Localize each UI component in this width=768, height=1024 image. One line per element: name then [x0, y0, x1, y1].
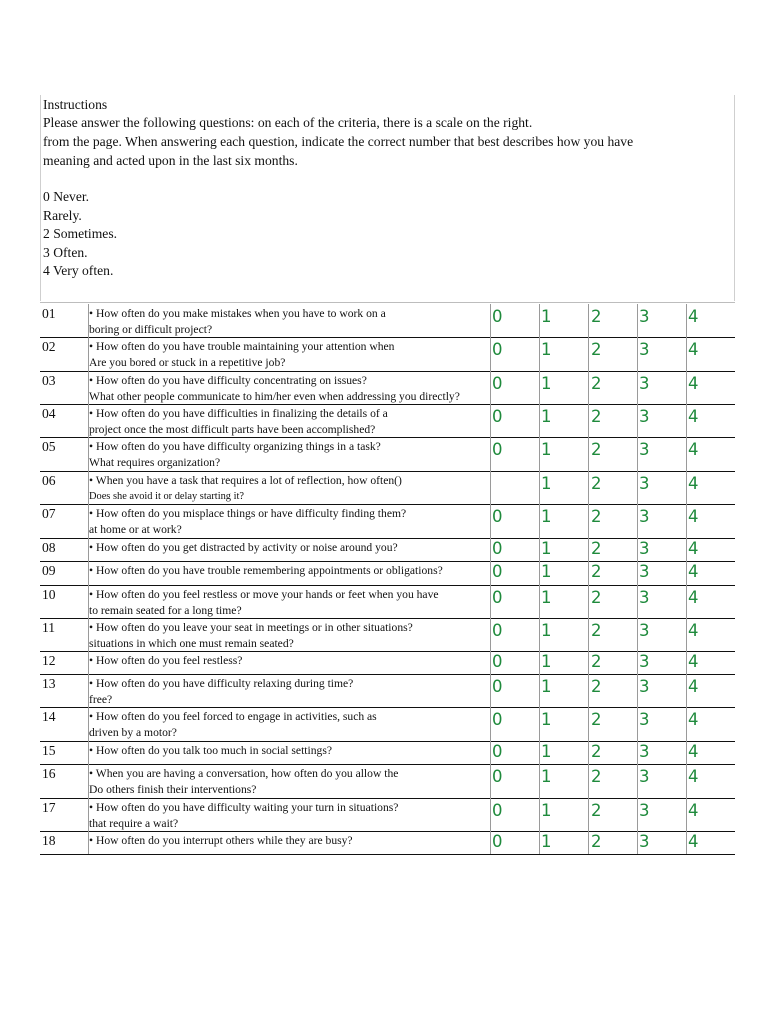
question-text: [89, 743, 489, 759]
scale-option-1[interactable]: 1: [541, 474, 552, 493]
cell-divider: [490, 404, 491, 437]
table-row: [40, 651, 735, 675]
scale-option-2[interactable]: 2: [591, 710, 602, 729]
cell-divider: [490, 707, 491, 741]
table-row: [40, 741, 735, 765]
table-row: [40, 404, 735, 438]
cell-divider: [588, 471, 589, 504]
question-line: project once the most difficult parts have been accomplished?: [89, 422, 376, 436]
question-text: [89, 406, 489, 437]
question-number: 09: [42, 563, 56, 578]
scale-option-0[interactable]: 0: [492, 742, 503, 761]
scale-option-0[interactable]: 0: [492, 440, 503, 459]
question-line: Are you bored or stuck in a repetitive job?: [89, 355, 286, 369]
table-row: [40, 764, 735, 799]
scale-label-8: 3 Often.: [43, 245, 88, 260]
table-row: [40, 561, 735, 586]
scale-option-2[interactable]: 2: [591, 677, 602, 696]
question-number: 06: [42, 473, 56, 488]
instructions-text-3: meaning and acted upon in the last six months.: [43, 153, 298, 168]
cell-divider: [637, 404, 638, 437]
cell-divider: [539, 371, 540, 404]
scale-option-4[interactable]: 4: [688, 767, 699, 786]
scale-option-1[interactable]: 1: [541, 407, 552, 426]
question-line: • How often do you leave your seat in meetings or in other situations?: [89, 621, 413, 634]
scale-option-4[interactable]: 4: [688, 474, 699, 493]
cell-divider: [686, 798, 687, 831]
scale-option-0[interactable]: 0: [492, 562, 503, 581]
scale-option-0[interactable]: 0: [492, 677, 503, 696]
question-number: 07: [42, 506, 56, 521]
scale-option-4[interactable]: 4: [688, 742, 699, 761]
scale-option-2[interactable]: 2: [591, 507, 602, 526]
cell-divider: [686, 707, 687, 741]
cell-divider: [686, 504, 687, 538]
scale-label-7: 2 Sometimes.: [43, 226, 118, 241]
cell-divider: [637, 304, 638, 337]
question-line: free?: [89, 692, 113, 706]
scale-option-1[interactable]: 1: [541, 767, 552, 786]
question-text: [89, 833, 489, 849]
cell-divider: [588, 674, 589, 707]
question-text: [89, 306, 489, 337]
scale-option-3[interactable]: 3: [639, 832, 650, 851]
question-line: • When you have a task that requires a lot of reflection, how often(): [89, 474, 402, 487]
scale-option-0[interactable]: 0: [492, 652, 503, 671]
cell-divider: [539, 618, 540, 651]
scale-option-0[interactable]: 0: [492, 539, 503, 558]
scale-option-2[interactable]: 2: [591, 832, 602, 851]
scale-option-3[interactable]: 3: [639, 742, 650, 761]
cell-divider: [686, 304, 687, 337]
cell-divider: [539, 674, 540, 707]
scale-option-3[interactable]: 3: [639, 767, 650, 786]
scale-option-2[interactable]: 2: [591, 440, 602, 459]
scale-option-1[interactable]: 1: [541, 340, 552, 359]
cell-divider: [686, 741, 687, 764]
instructions-box: [40, 95, 735, 301]
scale-option-2[interactable]: 2: [591, 801, 602, 820]
scale-option-2[interactable]: 2: [591, 767, 602, 786]
question-number: 12: [42, 653, 56, 668]
table-row: [40, 831, 735, 855]
question-text: [89, 563, 489, 579]
scale-option-4[interactable]: 4: [688, 507, 699, 526]
cell-divider: [686, 764, 687, 798]
cell-divider: [539, 707, 540, 741]
scale-option-2[interactable]: 2: [591, 407, 602, 426]
table-row: [40, 798, 735, 832]
scale-option-2[interactable]: 2: [591, 652, 602, 671]
cell-divider: [539, 471, 540, 504]
cell-divider: [637, 831, 638, 854]
cell-divider: [539, 585, 540, 618]
scale-option-1[interactable]: 1: [541, 440, 552, 459]
scale-option-2[interactable]: 2: [591, 307, 602, 326]
scale-option-4[interactable]: 4: [688, 677, 699, 696]
question-number: 01: [42, 306, 56, 321]
scale-option-3[interactable]: 3: [639, 562, 650, 581]
scale-option-4[interactable]: 4: [688, 539, 699, 558]
scale-option-4[interactable]: 4: [688, 652, 699, 671]
scale-option-3[interactable]: 3: [639, 340, 650, 359]
question-text: [89, 540, 489, 556]
question-line: driven by a motor?: [89, 725, 177, 739]
cell-divider: [490, 304, 491, 337]
scale-option-3[interactable]: 3: [639, 507, 650, 526]
scale-option-1[interactable]: 1: [541, 742, 552, 761]
cell-divider: [686, 471, 687, 504]
table-row: [40, 618, 735, 652]
scale-option-4[interactable]: 4: [688, 588, 699, 607]
cell-divider: [686, 561, 687, 585]
scale-option-1[interactable]: 1: [541, 801, 552, 820]
cell-divider: [490, 437, 491, 471]
question-line: • How often do you misplace things or have difficulty finding them?: [89, 507, 407, 520]
scale-option-3[interactable]: 3: [639, 374, 650, 393]
scale-option-0[interactable]: 0: [492, 588, 503, 607]
cell-divider: [686, 674, 687, 707]
scale-option-0[interactable]: 0: [492, 407, 503, 426]
question-line: • How often do you get distracted by activity or noise around you?: [89, 541, 398, 554]
scale-option-0[interactable]: 0: [492, 374, 503, 393]
scale-option-2[interactable]: 2: [591, 588, 602, 607]
scale-option-3[interactable]: 3: [639, 539, 650, 558]
cell-divider: [490, 764, 491, 798]
question-line: that require a wait?: [89, 816, 179, 830]
cell-divider: [588, 404, 589, 437]
question-number: 05: [42, 439, 56, 454]
scale-option-2[interactable]: 2: [591, 539, 602, 558]
scale-option-4[interactable]: 4: [688, 832, 699, 851]
scale-option-3[interactable]: 3: [639, 588, 650, 607]
cell-divider: [490, 504, 491, 538]
scale-option-4[interactable]: 4: [688, 407, 699, 426]
cell-divider: [490, 741, 491, 764]
cell-divider: [539, 304, 540, 337]
scale-option-4[interactable]: 4: [688, 621, 699, 640]
question-line: • How often do you have difficulty concentrating on issues?: [89, 374, 367, 387]
instructions-text-1: Please answer the following questions: on each of the criteria, there is a scale on the right.: [43, 115, 533, 130]
question-number: 13: [42, 676, 56, 691]
question-number: 08: [42, 540, 56, 555]
cell-divider: [637, 741, 638, 764]
question-text: [89, 766, 489, 797]
scale-option-3[interactable]: 3: [639, 652, 650, 671]
cell-divider: [686, 437, 687, 471]
question-number: 15: [42, 743, 56, 758]
scale-option-3[interactable]: 3: [639, 407, 650, 426]
question-line: Do others finish their interventions?: [89, 782, 257, 796]
scale-option-1[interactable]: 1: [541, 621, 552, 640]
cell-divider: [637, 471, 638, 504]
cell-divider: [588, 504, 589, 538]
cell-divider: [539, 538, 540, 561]
cell-divider: [686, 618, 687, 651]
scale-option-1[interactable]: 1: [541, 507, 552, 526]
scale-option-1[interactable]: 1: [541, 652, 552, 671]
scale-option-1[interactable]: 1: [541, 832, 552, 851]
cell-divider: [588, 741, 589, 764]
table-row: [40, 504, 735, 539]
cell-divider: [686, 651, 687, 674]
scale-option-3[interactable]: 3: [639, 474, 650, 493]
scale-option-3[interactable]: 3: [639, 710, 650, 729]
question-line: • How often do you have difficulties in finalizing the details of a: [89, 407, 388, 420]
cell-divider: [490, 561, 491, 585]
cell-divider: [637, 437, 638, 471]
cell-divider: [686, 371, 687, 404]
scale-option-4[interactable]: 4: [688, 562, 699, 581]
question-line: What requires organization?: [89, 455, 221, 469]
question-line: situations in which one must remain seated?: [89, 636, 294, 650]
cell-divider: [490, 651, 491, 674]
scale-option-4[interactable]: 4: [688, 340, 699, 359]
question-number: 18: [42, 833, 56, 848]
question-text: [89, 473, 489, 504]
instructions-text-2: from the page. When answering each question, indicate the correct number that best describes how you have: [43, 134, 634, 149]
cell-divider: [588, 538, 589, 561]
question-line: at home or at work?: [89, 522, 182, 536]
cell-divider: [637, 707, 638, 741]
cell-divider: [588, 831, 589, 854]
scale-option-2[interactable]: 2: [591, 474, 602, 493]
cell-divider: [637, 538, 638, 561]
cell-divider: [539, 764, 540, 798]
scale-option-0[interactable]: 0: [492, 710, 503, 729]
scale-option-1[interactable]: 1: [541, 710, 552, 729]
table-row: [40, 471, 735, 505]
cell-divider: [490, 618, 491, 651]
question-text: [89, 339, 489, 370]
scale-label-6: Rarely.: [43, 208, 82, 223]
cell-divider: [637, 798, 638, 831]
question-number: 10: [42, 587, 56, 602]
question-text: [89, 587, 489, 618]
cell-divider: [588, 798, 589, 831]
scale-option-2[interactable]: 2: [591, 621, 602, 640]
question-line: • How often do you have difficulty relaxing during time?: [89, 677, 354, 690]
question-text: [89, 709, 489, 740]
question-line: • How often do you have trouble remembering appointments or obligations?: [89, 564, 443, 577]
table-row: [40, 674, 735, 708]
table-row: [40, 304, 735, 338]
question-line: • How often do you feel restless?: [89, 654, 243, 667]
cell-divider: [490, 538, 491, 561]
table-top-border: [40, 302, 735, 303]
question-line: • When you are having a conversation, how often do you allow the: [89, 767, 399, 780]
question-number: 04: [42, 406, 56, 421]
cell-divider: [588, 707, 589, 741]
cell-divider: [588, 764, 589, 798]
scale-option-3[interactable]: 3: [639, 307, 650, 326]
scale-option-0[interactable]: 0: [492, 340, 503, 359]
scale-option-4[interactable]: 4: [688, 440, 699, 459]
question-line: • How often do you have trouble maintaining your attention when: [89, 340, 395, 353]
cell-divider: [539, 504, 540, 538]
cell-divider: [588, 585, 589, 618]
cell-divider: [490, 831, 491, 854]
scale-option-3[interactable]: 3: [639, 440, 650, 459]
scale-option-4[interactable]: 4: [688, 710, 699, 729]
cell-divider: [490, 674, 491, 707]
cell-divider: [637, 585, 638, 618]
question-line: • How often do you feel restless or move your hands or feet when you have: [89, 588, 439, 601]
cell-divider: [637, 651, 638, 674]
scale-option-2[interactable]: 2: [591, 562, 602, 581]
question-number: 17: [42, 800, 56, 815]
question-text: [89, 506, 489, 537]
question-line: Does she avoid it or delay starting it?: [89, 490, 244, 502]
cell-divider: [637, 764, 638, 798]
question-text: [89, 439, 489, 470]
question-line: • How often do you have difficulty organizing things in a task?: [89, 440, 381, 453]
table-row: [40, 585, 735, 619]
cell-divider: [490, 585, 491, 618]
scale-option-1[interactable]: 1: [541, 562, 552, 581]
question-line: boring or difficult project?: [89, 322, 213, 336]
question-line: • How often do you make mistakes when you have to work on a: [89, 307, 386, 320]
instructions-heading-0: Instructions: [43, 97, 108, 112]
question-text: [89, 653, 489, 669]
question-number: 14: [42, 709, 56, 724]
cell-divider: [588, 337, 589, 371]
question-text: [89, 676, 489, 707]
scale-option-1[interactable]: 1: [541, 374, 552, 393]
question-line: What other people communicate to him/her even when addressing you directly?: [89, 389, 460, 403]
question-line: • How often do you talk too much in social settings?: [89, 744, 332, 757]
question-line: • How often do you interrupt others while they are busy?: [89, 834, 353, 847]
cell-divider: [588, 618, 589, 651]
question-line: • How often do you have difficulty waiting your turn in situations?: [89, 801, 399, 814]
cell-divider: [490, 337, 491, 371]
scale-option-2[interactable]: 2: [591, 742, 602, 761]
scale-option-1[interactable]: 1: [541, 588, 552, 607]
scale-label-5: 0 Never.: [43, 189, 90, 204]
cell-divider: [686, 337, 687, 371]
question-line: • How often do you feel forced to engage in activities, such as: [89, 710, 377, 723]
cell-divider: [637, 618, 638, 651]
cell-divider: [539, 651, 540, 674]
scale-option-0[interactable]: 0: [492, 307, 503, 326]
cell-divider: [539, 741, 540, 764]
scale-option-1[interactable]: 1: [541, 677, 552, 696]
scale-option-0[interactable]: 0: [492, 621, 503, 640]
cell-divider: [588, 371, 589, 404]
question-text: [89, 800, 489, 831]
question-text: [89, 620, 489, 651]
question-number: 11: [42, 620, 56, 635]
cell-divider: [588, 304, 589, 337]
cell-divider: [539, 404, 540, 437]
question-number: 16: [42, 766, 56, 781]
scale-option-0[interactable]: 0: [492, 801, 503, 820]
table-row: [40, 337, 735, 372]
question-line: to remain seated for a long time?: [89, 603, 242, 617]
cell-divider: [490, 798, 491, 831]
cell-divider: [686, 585, 687, 618]
cell-divider: [539, 437, 540, 471]
cell-divider: [539, 798, 540, 831]
cell-divider: [588, 437, 589, 471]
cell-divider: [637, 561, 638, 585]
cell-divider: [539, 831, 540, 854]
scale-option-4[interactable]: 4: [688, 307, 699, 326]
cell-divider: [686, 831, 687, 854]
table-row: [40, 437, 735, 472]
cell-divider: [490, 371, 491, 404]
scale-label-9: 4 Very often.: [43, 263, 114, 278]
scale-option-2[interactable]: 2: [591, 340, 602, 359]
cell-divider: [637, 371, 638, 404]
cell-divider: [588, 561, 589, 585]
cell-divider: [686, 538, 687, 561]
scale-option-2[interactable]: 2: [591, 374, 602, 393]
cell-divider: [539, 561, 540, 585]
scale-option-4[interactable]: 4: [688, 801, 699, 820]
question-number: 03: [42, 373, 56, 388]
scale-option-1[interactable]: 1: [541, 539, 552, 558]
cell-divider: [637, 337, 638, 371]
question-number: 02: [42, 339, 56, 354]
cell-divider: [637, 504, 638, 538]
question-text: [89, 373, 489, 404]
scale-option-0[interactable]: 0: [492, 832, 503, 851]
table-row: [40, 371, 735, 405]
cell-divider: [637, 674, 638, 707]
scale-option-3[interactable]: 3: [639, 801, 650, 820]
scale-option-4[interactable]: 4: [688, 374, 699, 393]
cell-divider: [588, 651, 589, 674]
scale-option-3[interactable]: 3: [639, 677, 650, 696]
scale-option-0[interactable]: 0: [492, 507, 503, 526]
cell-divider: [539, 337, 540, 371]
cell-divider: [490, 471, 491, 504]
scale-option-0[interactable]: 0: [492, 767, 503, 786]
table-row: [40, 538, 735, 562]
scale-option-1[interactable]: 1: [541, 307, 552, 326]
table-row: [40, 707, 735, 742]
scale-option-3[interactable]: 3: [639, 621, 650, 640]
cell-divider: [686, 404, 687, 437]
